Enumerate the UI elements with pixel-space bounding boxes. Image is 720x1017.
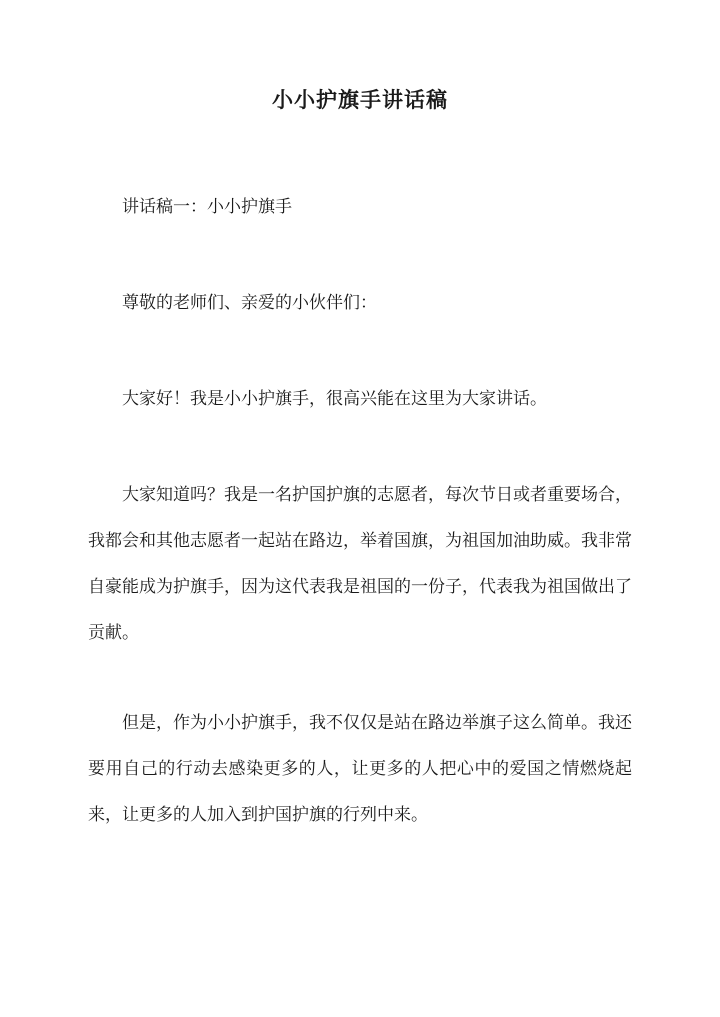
paragraph-heading: 讲话稿一：小小护旗手 <box>122 197 292 217</box>
paragraph-body-2: 但是，作为小小护旗手，我不仅仅是站在路边举旗子这么简单。我还要用自己的行动去感染更多的人，让更多的人把心中的爱国之情燃烧起来，让更多的人加入到护国护旗的行列中来。 <box>88 713 632 825</box>
paragraph-intro: 大家好！我是小小护旗手，很高兴能在这里为大家讲话。 <box>122 389 547 409</box>
document-title: 小小护旗手讲话稿 <box>272 87 448 112</box>
paragraph-greeting: 尊敬的老师们、亲爱的小伙伴们： <box>122 293 377 313</box>
paragraph-body-1: 大家知道吗？我是一名护国护旗的志愿者，每次节日或者重要场合，我都会和其他志愿者一起站在路边，举着国旗，为祖国加油助威。我非常自豪能成为护旗手，因为这代表我是祖国的一份子，代表我为祖国做出了贡献。 <box>88 485 632 643</box>
